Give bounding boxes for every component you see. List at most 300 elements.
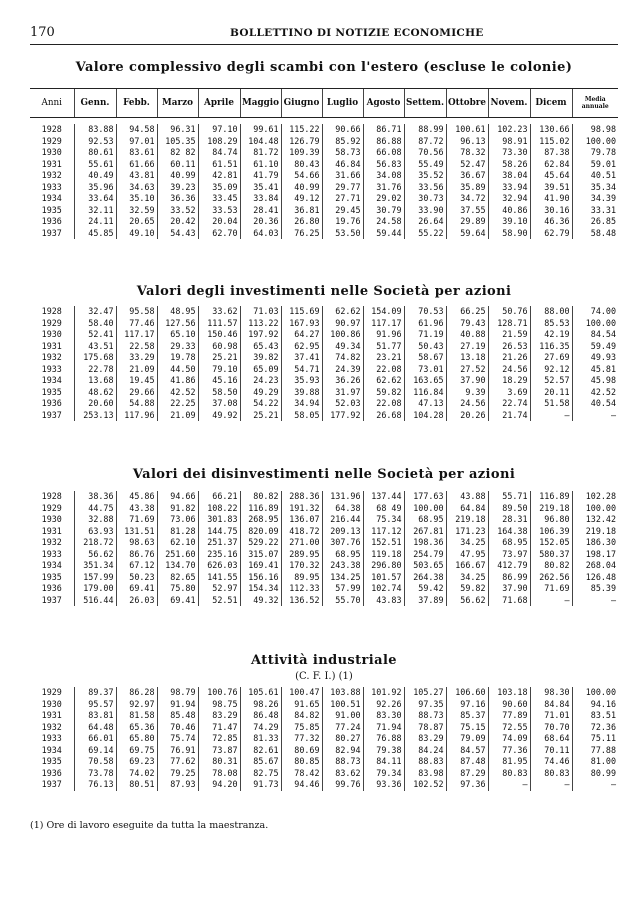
col-header-media — [572, 89, 618, 118]
table-cell: 52.51 — [198, 595, 240, 607]
table-row — [30, 375, 618, 387]
table-cell: 100.00 — [572, 687, 618, 699]
table-cell: 24.23 — [240, 375, 281, 387]
table-cell: 154.34 — [240, 583, 281, 595]
table-cell: 55.70 — [322, 595, 363, 607]
table-cell: 80.83 — [488, 768, 530, 780]
table-cell: 30.73 — [404, 193, 446, 205]
table-cell: 150.46 — [198, 329, 240, 341]
table-cell: 301.83 — [198, 514, 240, 526]
table-cell: 62.95 — [281, 341, 322, 353]
table-cell: 78.08 — [198, 768, 240, 780]
table-row — [30, 387, 618, 399]
table-cell: 33.62 — [198, 306, 240, 318]
table-cell: 35.93 — [281, 375, 322, 387]
table-cell: 73.30 — [488, 147, 530, 159]
page-number: 170 — [30, 25, 55, 40]
table-cell: 134.25 — [322, 572, 363, 584]
table-cell: 59.01 — [572, 159, 618, 171]
table-cell: 33.53 — [198, 205, 240, 217]
table-cell: 32.94 — [488, 193, 530, 205]
table-cell: 33.64 — [74, 193, 116, 205]
table-cell: 78.87 — [404, 722, 446, 734]
table-cell: 271.00 — [281, 537, 322, 549]
table-cell: 37.89 — [404, 595, 446, 607]
table-cell: 102.74 — [363, 583, 404, 595]
table-cell: 46.84 — [322, 159, 363, 171]
table-cell: 71.47 — [198, 722, 240, 734]
table-cell: 54.66 — [281, 170, 322, 182]
table-cell: 97.16 — [446, 699, 488, 711]
table-cell: 89.50 — [488, 503, 530, 515]
row-year: 1929 — [41, 502, 62, 513]
table-cell: 97.01 — [116, 136, 157, 148]
table-cell: 37.55 — [446, 205, 488, 217]
table-cell: 73.97 — [488, 549, 530, 561]
table-cell: 32.11 — [74, 205, 116, 217]
table-cell: 60.11 — [157, 159, 198, 171]
table-cell: 77.32 — [281, 733, 322, 745]
table-cell: 75.34 — [363, 514, 404, 526]
col-header-novem: Novem. — [488, 89, 530, 118]
table-cell: 74.82 — [322, 352, 363, 364]
table-cell: 79.09 — [446, 733, 488, 745]
table-cell: 62.10 — [157, 537, 198, 549]
row-year: 1932 — [41, 170, 62, 180]
row-year: 1934 — [41, 375, 62, 385]
table-cell: 40.49 — [74, 170, 116, 182]
table-cell: 82.65 — [157, 572, 198, 584]
table-cell: 219.18 — [446, 514, 488, 526]
table-cell: 175.68 — [74, 352, 116, 364]
table-cell: 94.16 — [572, 699, 618, 711]
table-cell: 62.70 — [198, 228, 240, 240]
table-cell: 29.45 — [322, 205, 363, 217]
col-header-aprile: Aprile — [198, 89, 240, 118]
table-cell: 95.57 — [74, 699, 116, 711]
table-cell: 34.25 — [446, 572, 488, 584]
table-cell: 163.65 — [404, 375, 446, 387]
table-cell: 33.52 — [157, 205, 198, 217]
table-cell: 69.75 — [116, 745, 157, 757]
table-cell: 36.81 — [281, 205, 322, 217]
table-cell: 119.18 — [363, 549, 404, 561]
table-cell: 106.60 — [446, 687, 488, 699]
table-cell: 62.62 — [322, 306, 363, 318]
table-cell: 49.32 — [240, 595, 281, 607]
table-cell: 85.53 — [530, 318, 572, 330]
row-year: 1932 — [41, 352, 62, 362]
table-cell: 85.48 — [157, 710, 198, 722]
table-cell: 87.93 — [157, 779, 198, 791]
table-cell: 52.97 — [198, 583, 240, 595]
table-cell: 412.79 — [488, 560, 530, 572]
table-cell: 71.03 — [240, 306, 281, 318]
table-cell: 167.93 — [281, 318, 322, 330]
table-cell: 42.19 — [530, 329, 572, 341]
table-cell: 103.88 — [322, 687, 363, 699]
row-year: 1928 — [41, 124, 62, 134]
table-cell: 51.77 — [363, 341, 404, 353]
table-cell: 32.88 — [74, 514, 116, 526]
table-cell: 3.69 — [488, 387, 530, 399]
row-year: 1934 — [41, 560, 62, 570]
table-cell: 38.04 — [488, 170, 530, 182]
table-cell: 243.38 — [322, 560, 363, 572]
table-cell: 109.39 — [281, 147, 322, 159]
table-cell: 86.71 — [363, 124, 404, 136]
table-cell: 33.56 — [404, 182, 446, 194]
table-cell: 70.70 — [530, 722, 572, 734]
table-cell: 32.59 — [116, 205, 157, 217]
table-cell: 75.11 — [572, 733, 618, 745]
table-cell: 45.85 — [74, 228, 116, 240]
table-row — [30, 318, 618, 330]
table-cell: 264.38 — [404, 572, 446, 584]
table-cell: 20.42 — [157, 216, 198, 228]
table-cell: 74.46 — [530, 756, 572, 768]
table-cell: 35.52 — [404, 170, 446, 182]
table-cell: 89.37 — [74, 687, 116, 699]
table-cell: 26.68 — [363, 410, 404, 422]
row-year: 1928 — [41, 491, 62, 501]
table-cell: 96.13 — [446, 136, 488, 148]
table-cell: 64.84 — [446, 503, 488, 515]
table-cell: 90.66 — [322, 124, 363, 136]
table-cell: 22.08 — [363, 364, 404, 376]
table-cell: 102.28 — [572, 491, 618, 503]
table-row — [30, 699, 618, 711]
table-cell: 77.24 — [322, 722, 363, 734]
table-row — [30, 514, 618, 526]
table-cell: 84.11 — [363, 756, 404, 768]
table-cell: 101.57 — [363, 572, 404, 584]
table-cell: 62.84 — [530, 159, 572, 171]
table-cell: 79.78 — [572, 147, 618, 159]
table-cell: 198.36 — [404, 537, 446, 549]
table-cell: 268.95 — [240, 514, 281, 526]
row-year: 1936 — [41, 216, 62, 226]
table-cell: 70.58 — [74, 756, 116, 768]
table-cell: 117.96 — [116, 410, 157, 422]
row-year: 1930 — [41, 698, 62, 709]
table-cell: 141.55 — [198, 572, 240, 584]
row-year: 1929 — [41, 317, 62, 328]
table-cell: 81.00 — [572, 756, 618, 768]
table-cell: 251.37 — [198, 537, 240, 549]
table-row — [30, 526, 618, 538]
table-cell: 86.76 — [116, 549, 157, 561]
table-cell: 42.81 — [198, 170, 240, 182]
table-cell: 77.36 — [488, 745, 530, 757]
table-cell: 29.77 — [322, 182, 363, 194]
table-cell: 58.26 — [488, 159, 530, 171]
table-cell: 62.79 — [530, 228, 572, 240]
table-cell: 91.65 — [281, 699, 322, 711]
table-cell: 34.39 — [572, 193, 618, 205]
table-cell: 86.28 — [116, 687, 157, 699]
table-cell: 80.85 — [281, 756, 322, 768]
row-year: 1931 — [41, 710, 62, 720]
table-cell: 83.88 — [74, 124, 116, 136]
table-cell: 72.55 — [488, 722, 530, 734]
table-cell: 35.34 — [572, 182, 618, 194]
row-year: 1936 — [41, 583, 62, 593]
table-cell: 25.21 — [240, 410, 281, 422]
table-cell: 58.05 — [281, 410, 322, 422]
table-cell: 31.97 — [322, 387, 363, 399]
table-cell: 95.58 — [116, 306, 157, 318]
table-cell: 58.73 — [322, 147, 363, 159]
table-cell: 626.03 — [198, 560, 240, 572]
table-cell: 59.44 — [363, 228, 404, 240]
table-cell: 98.98 — [572, 124, 618, 136]
table-cell: 35.41 — [240, 182, 281, 194]
col-header-giugno: Giugno — [281, 89, 322, 118]
table-cell: 64.27 — [281, 329, 322, 341]
row-year: 1933 — [41, 181, 62, 192]
table-cell: 49.29 — [240, 387, 281, 399]
table-cell: 57.99 — [322, 583, 363, 595]
table-cell: 75.15 — [446, 722, 488, 734]
table-cell: 108.22 — [198, 503, 240, 515]
table-cell: 26.85 — [572, 216, 618, 228]
table-cell: 104.48 — [240, 136, 281, 148]
table-cell: 177.92 — [322, 410, 363, 422]
table-cell: 49.34 — [322, 341, 363, 353]
table-cell: 64.48 — [74, 722, 116, 734]
table-cell: 91.73 — [240, 779, 281, 791]
table-row — [30, 491, 618, 503]
table-cell: 76.13 — [74, 779, 116, 791]
table-cell: 267.81 — [404, 526, 446, 538]
table-cell: 103.18 — [488, 687, 530, 699]
table-cell: 52.03 — [322, 398, 363, 410]
table-cell: 100.86 — [322, 329, 363, 341]
table-cell: 126.79 — [281, 136, 322, 148]
table-cell: 820.09 — [240, 526, 281, 538]
table-cell: 100.00 — [572, 136, 618, 148]
table-cell: 58.67 — [404, 352, 446, 364]
table-cell: 81.58 — [116, 710, 157, 722]
table-cell: 77.46 — [116, 318, 157, 330]
table-cell: — — [530, 595, 572, 607]
table-cell: 235.16 — [198, 549, 240, 561]
table-cell: 54.43 — [157, 228, 198, 240]
table-cell: 64.03 — [240, 228, 281, 240]
row-year: 1931 — [41, 525, 62, 536]
table-cell: 71.69 — [530, 583, 572, 595]
table-cell: — — [572, 595, 618, 607]
table-cell: 72.36 — [572, 722, 618, 734]
table-industry — [30, 687, 618, 791]
table-cell: 59.64 — [446, 228, 488, 240]
table-cell: 71.19 — [404, 329, 446, 341]
table-cell: 268.04 — [572, 560, 618, 572]
table-cell: 69.23 — [116, 756, 157, 768]
table-cell: 34.08 — [363, 170, 404, 182]
row-year: 1935 — [41, 204, 62, 215]
table-cell: 45.16 — [198, 375, 240, 387]
table-cell: 97.35 — [404, 699, 446, 711]
table-cell: 34.72 — [446, 193, 488, 205]
table-row — [30, 595, 618, 607]
table-cell: 77.88 — [572, 745, 618, 757]
table-cell: 50.76 — [488, 306, 530, 318]
table-cell: 39.51 — [530, 182, 572, 194]
table-cell: 55.49 — [404, 159, 446, 171]
table-cell: 80.43 — [281, 159, 322, 171]
table-cell: 35.09 — [198, 182, 240, 194]
table-cell: 37.90 — [446, 375, 488, 387]
table-cell: 74.09 — [488, 733, 530, 745]
table-cell: 65.80 — [116, 733, 157, 745]
row-year: 1930 — [41, 514, 62, 524]
table-cell: — — [572, 779, 618, 791]
table-cell: 83.29 — [404, 733, 446, 745]
table-cell: 191.32 — [281, 503, 322, 515]
table-cell: 100.47 — [281, 687, 322, 699]
col-header-anni: Anni — [30, 89, 74, 118]
table-row — [30, 398, 618, 410]
table-cell: 126.48 — [572, 572, 618, 584]
table-cell: 209.13 — [322, 526, 363, 538]
row-year: 1934 — [41, 193, 62, 203]
table-cell: 115.02 — [530, 136, 572, 148]
table-cell: 351.34 — [74, 560, 116, 572]
table-cell: 68.95 — [404, 514, 446, 526]
table-cell: 36.26 — [322, 375, 363, 387]
table-cell: 78.42 — [281, 768, 322, 780]
table-cell: 85.92 — [322, 136, 363, 148]
table-cell: 54.22 — [240, 398, 281, 410]
table-cell: 100.76 — [198, 687, 240, 699]
table-cell: 20.36 — [240, 216, 281, 228]
table-cell: 31.76 — [363, 182, 404, 194]
table-cell: 51.58 — [530, 398, 572, 410]
table-row — [30, 205, 618, 217]
table-cell: 52.41 — [74, 329, 116, 341]
table-cell: 34.25 — [446, 537, 488, 549]
table-row — [30, 722, 618, 734]
table-cell: 61.96 — [404, 318, 446, 330]
table-cell: 85.39 — [572, 583, 618, 595]
table-cell: 55.71 — [488, 491, 530, 503]
table-cell: 61.51 — [198, 159, 240, 171]
col-header-settem: Settem. — [404, 89, 446, 118]
table-cell: 71.01 — [530, 710, 572, 722]
table-cell: 35.10 — [116, 193, 157, 205]
table-cell: 43.38 — [116, 503, 157, 515]
table-investments — [30, 306, 618, 421]
section-title-industry: Attività industriale — [251, 653, 397, 668]
table-cell: 9.39 — [446, 387, 488, 399]
table-cell: 27.19 — [446, 341, 488, 353]
row-year: 1933 — [41, 363, 62, 374]
table-cell: 54.88 — [116, 398, 157, 410]
table-row — [30, 733, 618, 745]
table-cell: 94.66 — [157, 491, 198, 503]
table-cell: 31.66 — [322, 170, 363, 182]
table-cell: 116.89 — [240, 503, 281, 515]
table-row — [30, 745, 618, 757]
table-cell: 82.94 — [322, 745, 363, 757]
table-cell: 34.63 — [116, 182, 157, 194]
table-cell: 56.62 — [74, 549, 116, 561]
table-cell: 84.74 — [198, 147, 240, 159]
table-cell: 82.75 — [240, 768, 281, 780]
table-cell: 37.90 — [488, 583, 530, 595]
table-cell: 96.31 — [157, 124, 198, 136]
table-row — [30, 216, 618, 228]
page-header — [30, 25, 620, 41]
table-cell: 36.36 — [157, 193, 198, 205]
table-cell: 98.30 — [530, 687, 572, 699]
table-disinvestments — [30, 491, 618, 606]
table-cell: 98.91 — [488, 136, 530, 148]
table-cell: 77.62 — [157, 756, 198, 768]
table-cell: 65.10 — [157, 329, 198, 341]
table-cell: 20.60 — [74, 398, 116, 410]
col-header-agosto: Agosto — [363, 89, 404, 118]
table-cell: 80.83 — [530, 768, 572, 780]
col-header-ottobre: Ottobre — [446, 89, 488, 118]
table-cell: 22.58 — [116, 341, 157, 353]
table-cell: 62.62 — [363, 375, 404, 387]
row-year: 1933 — [41, 548, 62, 559]
table-cell: 40.86 — [488, 205, 530, 217]
table-cell: 99.76 — [322, 779, 363, 791]
table-cell: 32.47 — [74, 306, 116, 318]
table-cell: 44.50 — [157, 364, 198, 376]
table-cell: — — [488, 779, 530, 791]
table-cell: 91.00 — [322, 710, 363, 722]
table-cell: 82 82 — [157, 147, 198, 159]
table-cell: 58.48 — [572, 228, 618, 240]
table-cell: 81.95 — [488, 756, 530, 768]
table-cell: 529.22 — [240, 537, 281, 549]
table-cell: 96.80 — [530, 514, 572, 526]
table-cell: 83.62 — [322, 768, 363, 780]
table-cell: 117.17 — [116, 329, 157, 341]
table-cell: 198.17 — [572, 549, 618, 561]
table-cell: 80.51 — [116, 779, 157, 791]
table-cell: 132.42 — [572, 514, 618, 526]
table-cell: 33.90 — [404, 205, 446, 217]
table-cell: 68.95 — [322, 549, 363, 561]
table-cell: 97.36 — [446, 779, 488, 791]
table-cell: 75.80 — [157, 583, 198, 595]
row-year: 1936 — [41, 767, 62, 778]
table-cell: 89.95 — [281, 572, 322, 584]
table-cell: 74.02 — [116, 768, 157, 780]
table-cell: 20.11 — [530, 387, 572, 399]
table-cell: 86.88 — [363, 136, 404, 148]
table-cell: 77.89 — [488, 710, 530, 722]
table-cell: 22.78 — [74, 364, 116, 376]
table-cell: 80.82 — [240, 491, 281, 503]
table-cell: 116.84 — [404, 387, 446, 399]
table-cell: 86.99 — [488, 572, 530, 584]
table-row — [30, 124, 618, 136]
row-year: 1928 — [41, 306, 62, 316]
table-cell: 45.86 — [116, 491, 157, 503]
table-cell: 33.31 — [572, 205, 618, 217]
table-row — [30, 182, 618, 194]
table-cell: 33.29 — [116, 352, 157, 364]
table-cell: 59.42 — [404, 583, 446, 595]
table-cell: 70.46 — [157, 722, 198, 734]
